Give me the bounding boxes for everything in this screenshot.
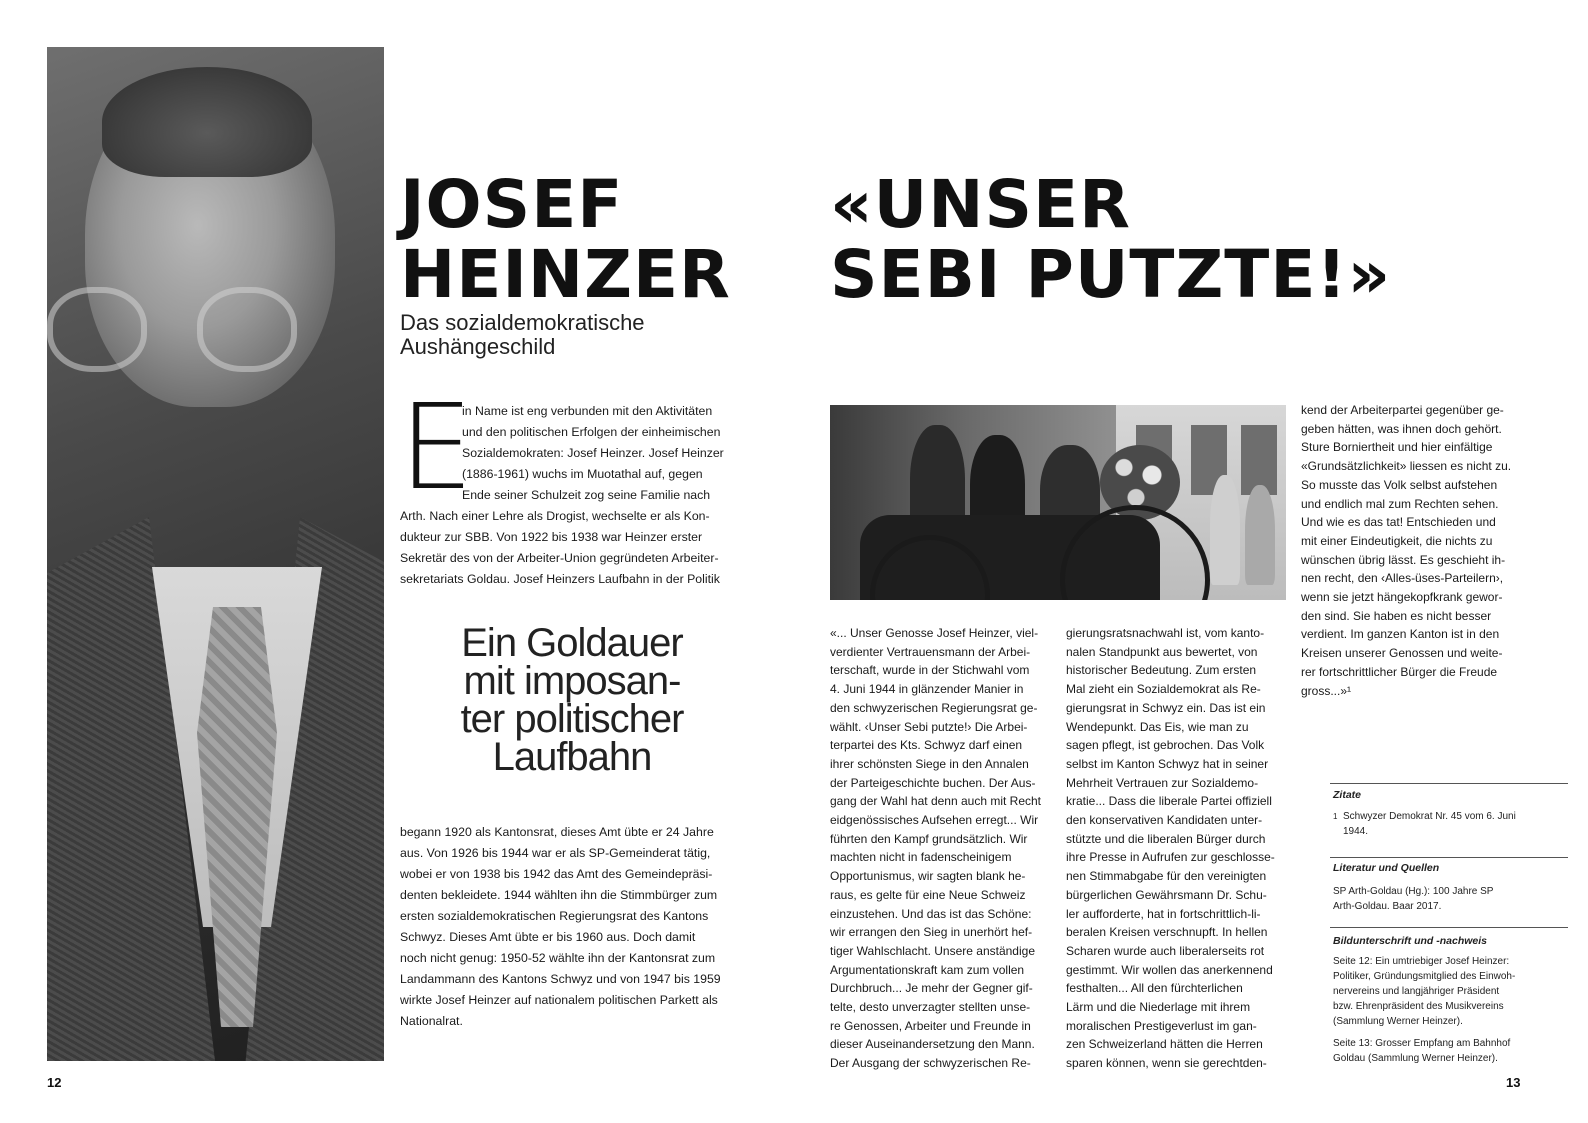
quote-source — [1343, 809, 1563, 839]
text-line: «Grundsätzlichkeit» liessen es nicht zu. — [1301, 459, 1512, 474]
text-line: nalen Standpunkt aus bewertet, von — [1066, 644, 1258, 659]
text-line: Schwyz. Dieses Amt übte er bis 1960 aus. Doch damit — [400, 930, 696, 944]
text-line: und den politischen Erfolgen der einheimischen — [462, 425, 721, 439]
text-line: Mal zieht ein Sozialdemokrat als Re- — [1066, 682, 1261, 697]
literature-source — [1333, 884, 1563, 914]
text-line: stützte und die liberalen Bürger durch — [1066, 831, 1266, 846]
text-line: raus, es gelte für eine Neue Schweiz — [830, 887, 1026, 902]
text-line: Arth. Nach einer Lehre als Drogist, wechselte er als Kon- — [400, 509, 710, 523]
pullquote-line: ter politischer — [460, 697, 684, 741]
quotes-heading: Zitate — [1333, 789, 1362, 801]
text-line: festhalten... All den fürchterlichen — [1066, 981, 1243, 996]
text-line: moralischen Prestigeverlust im gan- — [1066, 1018, 1257, 1033]
text-line: kratie... Dass die liberale Partei offiziell — [1066, 794, 1272, 809]
article-title-left — [400, 166, 731, 313]
title-line: HEINZER — [400, 236, 731, 313]
text-line: wirkte Josef Heinzer auf nationalem politischen Parkett als — [400, 993, 718, 1007]
text-line: Sozialdemokraten: Josef Heinzer. Josef Heinzer — [462, 446, 724, 460]
text-line: terschaft, wurde in der Stichwahl vom — [830, 663, 1030, 678]
text-line: Sekretär des von der Arbeiter-Union gegründeten Arbeiter- — [400, 551, 719, 565]
text-line: Kreisen unserer Genossen und weite- — [1301, 646, 1503, 661]
quote-column-1 — [830, 624, 1050, 1073]
text-line: ihrer schönsten Siege in den Annalen — [830, 756, 1029, 771]
text-line: telte, desto unverzagter stellten unse- — [830, 1000, 1031, 1015]
photo-person — [1245, 485, 1275, 585]
text-line: ersten sozialdemokratischen Regierungsrat des Kantons — [400, 909, 709, 923]
portrait-glasses-right — [197, 287, 297, 372]
text-line: wünschen übrig lässt. Es geschieht ih- — [1301, 552, 1506, 567]
text-line: nen recht, den ‹Alles-üses-Parteilern›, — [1301, 571, 1504, 586]
text-line: mit einer Eindeutigkeit, die nichts zu — [1301, 533, 1493, 548]
text-line: sparen können, wenn sie gerechtden- — [1066, 1056, 1267, 1071]
text-line: Seite 13: Grosser Empfang am Bahnhof — [1333, 1038, 1511, 1049]
text-line: tiger Wahlschlacht. Unsere anständige — [830, 943, 1035, 958]
text-line: gierungsrat in Schwyz ein. Das ist ein — [1066, 700, 1266, 715]
text-line: ihre Presse in Aufrufen zur geschlosse- — [1066, 850, 1275, 865]
text-line: eidgenössisches Aufsehen erregt... Wir — [830, 813, 1039, 828]
text-line: ler aufforderte, hat in fortschrittlich-li- — [1066, 906, 1261, 921]
text-line: Opportunismus, wir sagten blank he- — [830, 869, 1026, 884]
text-line: nervereins und langjähriger Präsident — [1333, 986, 1500, 997]
text-line: noch nicht genug: 1950-52 wählte ihn der Kantonsrat zum — [400, 951, 716, 965]
text-line: Schwyzer Demokrat Nr. 45 vom 6. Juni — [1343, 811, 1516, 822]
text-line: wir errangen den Sieg in unerhört hef- — [830, 925, 1033, 940]
sidebar-divider — [1330, 783, 1568, 784]
photo-person — [1210, 475, 1240, 585]
text-line: Mehrheit Vertrauen zur Sozialdemo- — [1066, 775, 1259, 790]
text-line: zen Schweizerland hätten die Herren — [1066, 1037, 1263, 1052]
text-line: verdient. Im ganzen Kanton ist in den — [1301, 627, 1500, 642]
text-line: verdienter Vertrauensmann der Arbei- — [830, 644, 1031, 659]
text-line: sagen pflegt, ist gebrochen. Das Volk — [1066, 738, 1265, 753]
text-line: in Name ist eng verbunden mit den Aktivitäten — [462, 404, 713, 418]
pullquote-line: mit imposan- — [463, 659, 681, 703]
text-line: SP Arth-Goldau (Hg.): 100 Jahre SP — [1333, 886, 1494, 897]
text-line: der Parteigeschichte buchen. Der Aus- — [830, 775, 1036, 790]
text-line: Der Ausgang der schwyzerischen Re- — [830, 1056, 1031, 1071]
article-subtitle — [400, 311, 730, 359]
text-line: wenn sie jetzt hängekopfkrank gewor- — [1301, 590, 1503, 605]
text-line: wobei er von 1938 bis 1942 das Amt des Gemeindepräsi- — [400, 867, 713, 881]
page-number-left: 12 — [47, 1075, 62, 1090]
text-line: wählt. ‹Unser Sebi putzte!› Die Arbei- — [830, 719, 1028, 734]
text-line: den konservativen Kandidaten unter- — [1066, 813, 1263, 828]
text-line: (1886-1961) wuchs im Muotathal auf, gegen — [462, 467, 703, 481]
text-line: rer fortschrittlicher Bürger die Freude — [1301, 664, 1498, 679]
text-line: bürgerlichen Gewährsmann Dr. Schu- — [1066, 887, 1267, 902]
text-line: «... Unser Genosse Josef Heinzer, viel- — [830, 626, 1039, 640]
text-line: Durchbruch... Je mehr der Gegner gif- — [830, 981, 1033, 996]
footnote-number: 1 — [1333, 812, 1338, 821]
intro-text-wide — [400, 506, 734, 590]
pullquote-line: Laufbahn — [492, 735, 652, 779]
text-line: nen Stimmabgabe für den vereinigten — [1066, 869, 1267, 884]
text-line: Seite 12: Ein umtriebiger Josef Heinzer: — [1333, 956, 1510, 967]
text-line: selbst im Kanton Schwyz hat in seiner — [1066, 756, 1269, 771]
text-line: So musste das Volk selbst aufstehen — [1301, 477, 1498, 492]
text-line: 1944. — [1343, 826, 1369, 837]
text-line: Goldau (Sammlung Werner Heinzer). — [1333, 1053, 1498, 1064]
title-line: JOSEF — [400, 166, 624, 243]
text-line: re Genossen, Arbeiter und Freunde in — [830, 1018, 1031, 1033]
page-number-right: 13 — [1506, 1075, 1521, 1090]
text-line: (Sammlung Werner Heinzer). — [1333, 1016, 1463, 1027]
literature-heading: Literatur und Quellen — [1333, 862, 1440, 874]
caption-page-13 — [1333, 1036, 1563, 1066]
text-line: beralen Kreisen verschnupft. In hellen — [1066, 925, 1268, 940]
captions-heading: Bildunterschrift und -nachweis — [1333, 935, 1488, 947]
text-line: terpartei des Kts. Schwyz darf einen — [830, 738, 1023, 753]
text-line: Argumentationskraft kam zum vollen — [830, 962, 1025, 977]
text-line: Sture Borniertheit und hier einfältige — [1301, 440, 1493, 455]
text-line: machten nicht in fadenscheinigem — [830, 850, 1012, 865]
title-line: «UNSER — [830, 166, 1131, 243]
text-line: Arth-Goldau. Baar 2017. — [1333, 901, 1442, 912]
pullquote-line: Ein Goldauer — [461, 621, 683, 665]
text-line: bzw. Ehrenpräsident des Musikvereins — [1333, 1001, 1504, 1012]
text-line: denten bekleidete. 1944 wählten ihn die Stimmbürger zum — [400, 888, 718, 902]
body-text-left — [400, 822, 734, 1032]
text-line: gang der Wahl hat denn auch mit Recht — [830, 794, 1042, 809]
text-line: historischer Bedeutung. Zum ersten — [1066, 663, 1257, 678]
quote-column-2 — [1066, 624, 1286, 1073]
text-line: gestimmt. Wir wollen das anerkennend — [1066, 962, 1273, 977]
text-line: Landammann des Kantons Schwyz und von 1947 bis 1959 — [400, 972, 721, 986]
portrait-photo — [47, 47, 384, 1061]
text-line: dieser Auseinandersetzung den Mann. — [830, 1037, 1035, 1052]
text-line: aus. Von 1926 bis 1944 war er als SP-Gemeinderat tätig, — [400, 846, 711, 860]
text-line: einzustehen. Und das ist das Schöne: — [830, 906, 1032, 921]
subtitle-line: Das sozialdemokratische — [400, 310, 645, 335]
portrait-hair — [102, 67, 312, 177]
caption-page-12 — [1333, 954, 1563, 1029]
reception-photo — [830, 405, 1286, 600]
text-line: Scharen wurde auch liberalerseits rot — [1066, 943, 1265, 958]
text-line: sekretariats Goldau. Josef Heinzers Laufbahn in der Politik — [400, 572, 720, 586]
text-line: Lärm und die Niederlage mit ihrem — [1066, 1000, 1251, 1015]
text-line: dukteur zur SBB. Von 1922 bis 1938 war Heinzer erster — [400, 530, 703, 544]
text-line: gierungsratsnachwahl ist, vom kanto- — [1066, 626, 1265, 640]
text-line: Ende seiner Schulzeit zog seine Familie nach — [462, 488, 711, 502]
intro-text-narrow — [462, 401, 732, 506]
portrait-glasses-left — [47, 287, 147, 372]
title-line: SEBI PUTZTE!» — [830, 236, 1392, 313]
text-line: Politiker, Gründungsmitglied des Einwoh- — [1333, 971, 1516, 982]
text-line: begann 1920 als Kantonsrat, dieses Amt übte er 24 Jahre — [400, 825, 714, 839]
article-title-right — [830, 166, 1392, 313]
text-line: führten den Kampf grundsätzlich. Wir — [830, 831, 1028, 846]
text-line: Nationalrat. — [400, 1014, 463, 1028]
quote-column-3 — [1301, 401, 1521, 700]
pull-quote — [430, 621, 714, 779]
text-line: den schwyzerischen Regierungsrat ge- — [830, 700, 1038, 715]
text-line: 4. Juni 1944 in glänzender Manier in — [830, 682, 1024, 697]
sidebar-divider — [1330, 927, 1568, 928]
text-line: gross...»¹ — [1301, 683, 1352, 698]
subtitle-line: Aushängeschild — [400, 334, 556, 359]
drop-cap: E — [399, 378, 474, 516]
text-line: den sind. Sie haben es nicht besser — [1301, 608, 1492, 623]
text-line: Und wie es das tat! Entschieden und — [1301, 515, 1496, 530]
sidebar-divider — [1330, 857, 1568, 858]
text-line: geben hätten, was ihnen doch gehört. — [1301, 421, 1502, 436]
text-line: Wendepunkt. Das Eis, wie man zu — [1066, 719, 1249, 734]
text-line: kend der Arbeiterpartei gegenüber ge- — [1301, 403, 1504, 417]
text-line: und endlich mal zum Rechten sehen. — [1301, 496, 1499, 511]
